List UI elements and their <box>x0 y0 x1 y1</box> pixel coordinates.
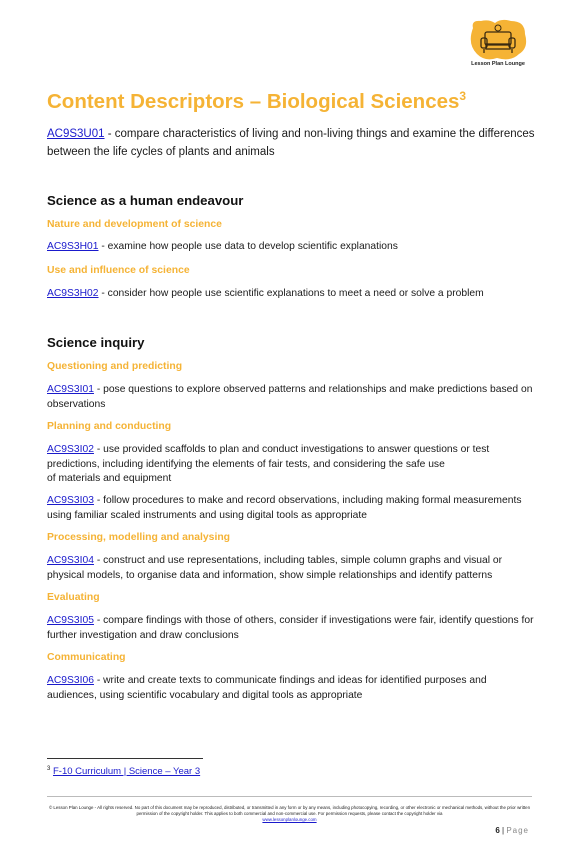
descriptor-text-cont: of materials and equipment <box>47 473 172 484</box>
descriptor-text: - compare characteristics of living and non-living things and examine the differences between the life cycles of plants and animals <box>47 128 535 158</box>
descriptor-i02 <box>47 443 537 487</box>
title-footnote-ref[interactable]: 3 <box>459 89 467 104</box>
footnote-number: 3 <box>47 766 51 772</box>
descriptor-i03 <box>47 494 537 523</box>
descriptor-i06 <box>47 674 537 703</box>
subheading-communicating: Communicating <box>47 652 126 663</box>
descriptor-text: - follow procedures to make and record observations, including making formal measurements using familiar scaled instruments and using digital tools as appropriate <box>47 495 522 521</box>
descriptor-text: - examine how people use data to develop scientific explanations <box>98 241 398 252</box>
descriptor-h02 <box>47 287 537 302</box>
descriptor-link-ac9s3i03[interactable]: AC9S3I03 <box>47 495 94 506</box>
descriptor-text: - compare findings with those of others, consider if investigations were fair, identify questions for further investigation and draw conclusions <box>47 615 534 641</box>
descriptor-text: - pose questions to explore observed patterns and relationships and make predictions based on observations <box>47 384 533 410</box>
descriptor-link-ac9s3i06[interactable]: AC9S3I06 <box>47 675 94 686</box>
descriptor-link-ac9s3i01[interactable]: AC9S3I01 <box>47 384 94 395</box>
page-number-value: 6 <box>495 826 500 835</box>
descriptor-h01 <box>47 240 537 255</box>
page-number-separator: | <box>499 826 507 835</box>
subheading-questioning-predicting: Questioning and predicting <box>47 361 183 372</box>
page-title-text: Content Descriptors – Biological Sciences <box>47 90 460 113</box>
logo-text: Lesson Plan Lounge <box>471 61 525 67</box>
descriptor-link-ac9s3h02[interactable]: AC9S3H02 <box>47 288 99 299</box>
page-title <box>47 90 466 114</box>
descriptor-text: - use provided scaffolds to plan and conduct investigations to answer questions or test predictions, including identifying the elements of fair tests, and considering the safe use <box>47 444 490 470</box>
subheading-evaluating: Evaluating <box>47 592 100 603</box>
footnote-divider <box>47 758 203 759</box>
descriptor-text: - construct and use representations, including tables, simple column graphs and visual or physical models, to organise data and information, show simple relationships and identify patterns <box>47 555 503 581</box>
descriptor-i05 <box>47 614 537 643</box>
descriptor-text: - consider how people use scientific explanations to meet a need or solve a problem <box>98 288 484 299</box>
descriptor-i04 <box>47 554 537 583</box>
subheading-planning-conducting: Planning and conducting <box>47 421 172 432</box>
page-number <box>495 826 529 835</box>
copyright-notice <box>47 805 532 823</box>
footnote <box>47 766 200 777</box>
subheading-use-influence: Use and influence of science <box>47 265 190 276</box>
copyright-text: © Lesson Plan Lounge - All rights reserved. No part of this document may be reproduced, distributed, or transmitted in any form or by any means, including photocopying, recording, or other electronic or mechanical methods, without the prior written permission of the copyright holder. This applies to both commercial and non-commercial use. For permission requests, please contact the copyright holder via <box>48 805 531 816</box>
footer-divider <box>47 796 532 797</box>
page-label: Page <box>506 826 529 835</box>
descriptor-link-ac9s3i02[interactable]: AC9S3I02 <box>47 444 94 455</box>
descriptor-i01 <box>47 383 537 412</box>
descriptor-link-ac9s3i04[interactable]: AC9S3I04 <box>47 555 94 566</box>
descriptor-link-ac9s3u01[interactable]: AC9S3U01 <box>47 128 105 140</box>
section-heading-science-inquiry: Science inquiry <box>47 335 145 350</box>
section-heading-human-endeavour: Science as a human endeavour <box>47 193 244 208</box>
subheading-nature-development: Nature and development of science <box>47 219 222 230</box>
descriptor-text: - write and create texts to communicate findings and ideas for identified purposes and audiences, using scientific vocabulary and digital tools as appropriate <box>47 675 487 701</box>
subheading-processing-modelling: Processing, modelling and analysing <box>47 532 231 543</box>
intro-descriptor <box>47 125 547 161</box>
descriptor-link-ac9s3h01[interactable]: AC9S3H01 <box>47 241 99 252</box>
descriptor-link-ac9s3i05[interactable]: AC9S3I05 <box>47 615 94 626</box>
website-link[interactable]: www.lessonplanlounge.com <box>262 817 317 822</box>
footnote-link[interactable]: F-10 Curriculum | Science – Year 3 <box>52 766 201 778</box>
